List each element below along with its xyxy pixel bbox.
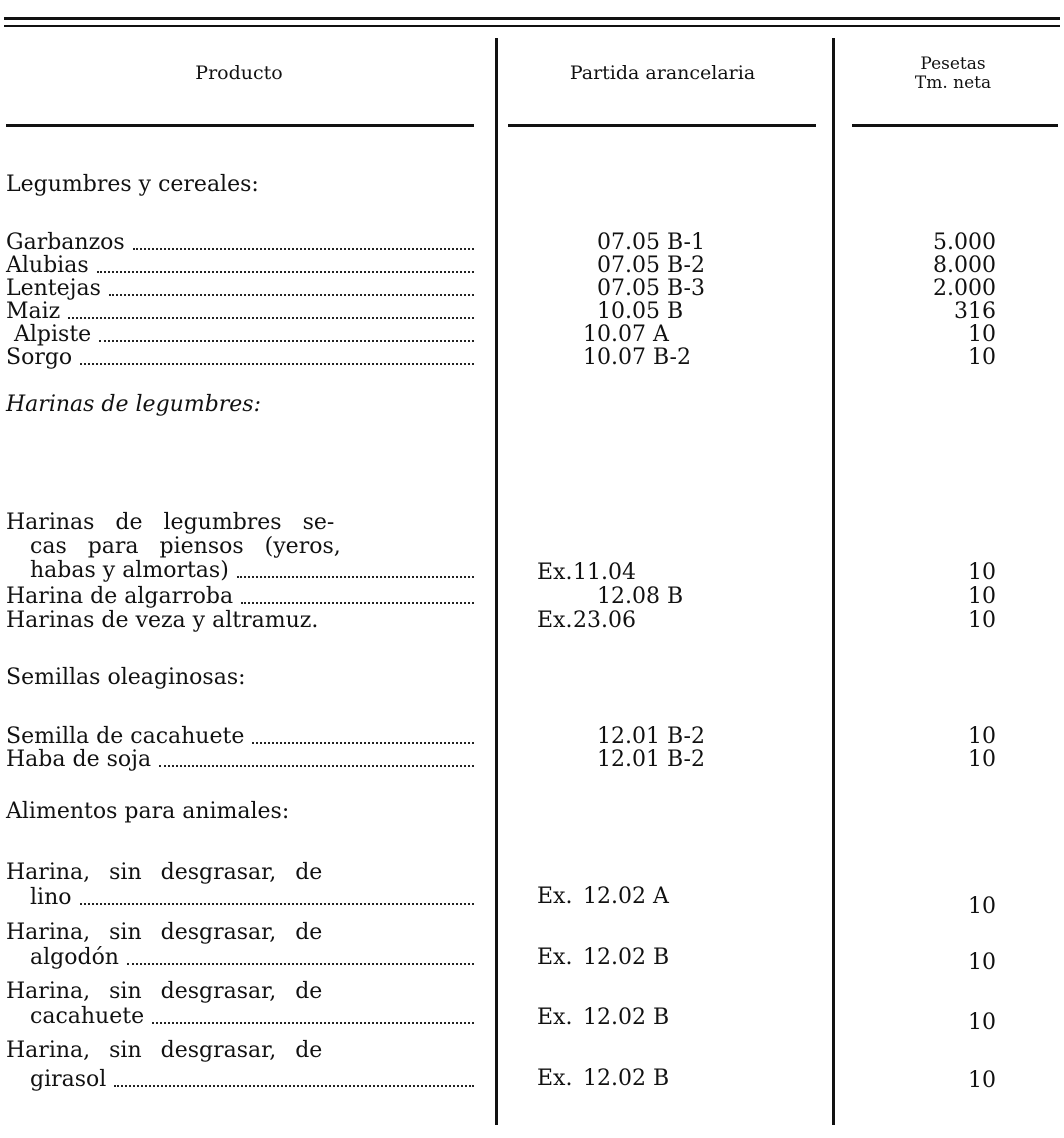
partida: 12.02 B xyxy=(583,1005,670,1030)
table-row xyxy=(30,1067,474,1093)
partida: 10.05 B xyxy=(597,299,684,324)
product: Harinas de legumbres se- xyxy=(6,510,335,535)
header-tm-neta: Tm. neta xyxy=(914,73,992,93)
ex-prefix: Ex. xyxy=(537,1066,573,1091)
pesetas: 10 xyxy=(968,950,996,975)
product: cacahuete xyxy=(30,1004,145,1029)
top-rule-2 xyxy=(4,25,1060,27)
pesetas: 5.000 xyxy=(933,230,996,255)
ex-prefix: Ex. xyxy=(537,884,573,909)
product: Garbanzos xyxy=(6,230,125,255)
partida: 10.07 A xyxy=(583,322,669,347)
product: Harinas de veza y altramuz. xyxy=(6,608,319,633)
partida: 12.02 B xyxy=(583,1066,670,1091)
product-line xyxy=(6,860,474,886)
product: Harina, sin desgrasar, de xyxy=(6,860,323,885)
product: Lentejas xyxy=(6,276,101,301)
ex-prefix: Ex. xyxy=(537,560,573,585)
header-producto: Producto xyxy=(195,62,283,84)
product-line xyxy=(6,920,474,946)
pesetas: 10 xyxy=(968,560,996,585)
pesetas: 10 xyxy=(968,608,996,633)
header-rule xyxy=(852,124,1058,127)
product: Harina, sin desgrasar, de xyxy=(6,920,323,945)
pesetas: 10 xyxy=(968,584,996,609)
pesetas: 8.000 xyxy=(933,253,996,278)
product: Semilla de cacahuete xyxy=(6,724,245,749)
column-divider xyxy=(495,38,498,1125)
partida: 07.05 B-1 xyxy=(597,230,705,255)
product: Harina, sin desgrasar, de xyxy=(6,979,323,1004)
product: algodón xyxy=(30,945,119,970)
pesetas: 10 xyxy=(968,724,996,749)
product-line xyxy=(6,510,474,536)
partida: 07.05 B-3 xyxy=(597,276,705,301)
pesetas: 10 xyxy=(968,894,996,919)
product: habas y almortas) xyxy=(30,558,229,583)
table-row xyxy=(6,608,474,634)
header-rule xyxy=(6,124,474,127)
product: Alpiste xyxy=(14,322,92,347)
partida: 12.01 B-2 xyxy=(597,724,705,749)
pesetas: 10 xyxy=(968,1010,996,1035)
pesetas: 316 xyxy=(954,299,996,324)
header-pesetas: Pesetas xyxy=(920,54,986,74)
product: girasol xyxy=(30,1067,107,1092)
column-divider xyxy=(832,38,835,1125)
table-row xyxy=(30,885,474,911)
product: Sorgo xyxy=(6,345,73,370)
product: cas para piensos (yeros, xyxy=(30,534,341,559)
pesetas: 2.000 xyxy=(933,276,996,301)
partida: 10.07 B-2 xyxy=(583,345,691,370)
table-row xyxy=(6,584,474,610)
section-title: Semillas oleaginosas: xyxy=(6,665,246,690)
header-rule xyxy=(508,124,816,127)
partida: 12.01 B-2 xyxy=(597,747,705,772)
partida: 12.08 B xyxy=(597,584,684,609)
ex-prefix: Ex. xyxy=(537,945,573,970)
table-row xyxy=(30,558,474,584)
product: Alubias xyxy=(6,253,89,278)
table-row xyxy=(6,345,474,371)
table-row xyxy=(30,945,474,971)
table-row xyxy=(6,747,474,773)
product: Harina, sin desgrasar, de xyxy=(6,1038,323,1063)
product: Harina de algarroba xyxy=(6,584,234,609)
partida: 23.06 xyxy=(573,608,636,633)
partida: 12.02 B xyxy=(583,945,670,970)
pesetas: 10 xyxy=(968,747,996,772)
section-title: Legumbres y cereales: xyxy=(6,172,259,197)
ex-prefix: Ex. xyxy=(537,1005,573,1030)
pesetas: 10 xyxy=(968,322,996,347)
top-rule xyxy=(4,17,1060,20)
header-partida: Partida arancelaria xyxy=(569,62,756,84)
section-title: Harinas de legumbres: xyxy=(6,392,262,417)
partida: 07.05 B-2 xyxy=(597,253,705,278)
product: Maiz xyxy=(6,299,61,324)
table-row xyxy=(30,1004,474,1030)
pesetas: 10 xyxy=(968,345,996,370)
partida: 11.04 xyxy=(573,560,636,585)
ex-prefix: Ex. xyxy=(537,608,573,633)
pesetas: 10 xyxy=(968,1068,996,1093)
section-title: Alimentos para animales: xyxy=(6,799,290,824)
product-line xyxy=(6,979,474,1005)
product-line xyxy=(6,1038,474,1064)
partida: 12.02 A xyxy=(583,884,669,909)
product: Haba de soja xyxy=(6,747,152,772)
product-line xyxy=(30,534,474,560)
product: lino xyxy=(30,885,72,910)
